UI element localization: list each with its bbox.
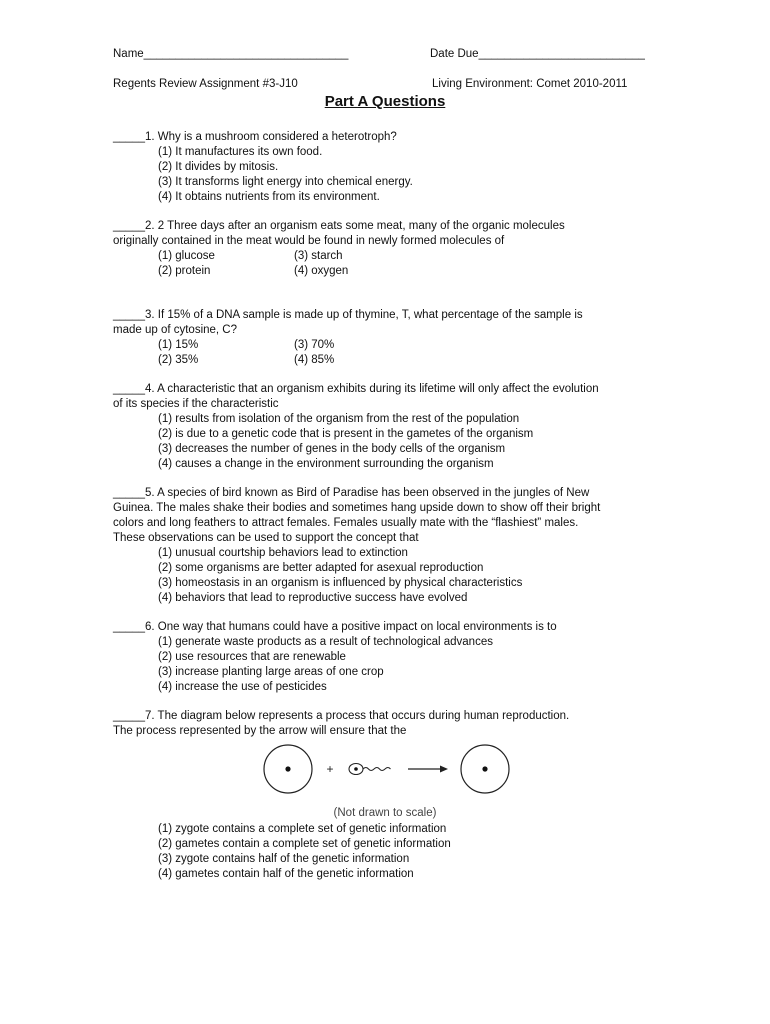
diagram-caption: (Not drawn to scale): [333, 807, 437, 819]
question-stem: colors and long feathers to attract females. Females usually mate with the “flashiest” males.: [113, 517, 579, 529]
answer-choice: (4) It obtains nutrients from its environment.: [158, 191, 380, 203]
answer-choice: (3) starch: [294, 250, 343, 262]
sperm-head: [349, 764, 363, 775]
answer-choice: (2) protein: [158, 265, 211, 277]
answer-choice: (3) zygote contains half of the genetic information: [158, 853, 410, 865]
zygote-cell: [461, 745, 509, 793]
answer-choice: (3) 70%: [294, 339, 335, 351]
answer-choice: (2) It divides by mitosis.: [158, 161, 279, 173]
question-stem: _____7. The diagram below represents a process that occurs during human reproduction.: [113, 710, 570, 722]
question-stem: These observations can be used to support the concept that: [113, 532, 419, 544]
sperm-tail: [363, 768, 391, 771]
answer-choice: (2) some organisms are better adapted for asexual reproduction: [158, 562, 484, 574]
answer-choice: (1) generate waste products as a result of technological advances: [158, 636, 493, 648]
assignment-label: Regents Review Assignment #3-J10: [113, 78, 298, 90]
answer-choice: (3) It transforms light energy into chemical energy.: [158, 176, 413, 188]
egg-cell: [264, 745, 312, 793]
question-stem: made up of cytosine, C?: [113, 324, 238, 336]
page-title: Part A Questions: [324, 93, 446, 110]
answer-choice: (1) It manufactures its own food.: [158, 146, 323, 158]
answer-choice: (4) causes a change in the environment surrounding the organism: [158, 458, 494, 470]
question-stem: _____2. 2 Three days after an organism eats some meat, many of the organic molecules: [113, 220, 565, 232]
arrow-head: [440, 766, 448, 773]
question-stem: The process represented by the arrow will ensure that the: [113, 725, 407, 737]
answer-choice: (4) 85%: [294, 354, 335, 366]
date-due-field-label: Date Due__________________________: [430, 48, 645, 60]
question-stem: _____6. One way that humans could have a positive impact on local environments is to: [113, 621, 557, 633]
sperm-nucleus: [354, 767, 358, 771]
answer-choice: (1) glucose: [158, 250, 215, 262]
question-stem: _____4. A characteristic that an organism exhibits during its lifetime will only affect the evolution: [113, 383, 599, 395]
answer-choice: (1) zygote contains a complete set of genetic information: [158, 823, 447, 835]
question-stem: _____3. If 15% of a DNA sample is made up of thymine, T, what percentage of the sample is: [113, 309, 583, 321]
answer-choice: (2) gametes contain a complete set of genetic information: [158, 838, 451, 850]
answer-choice: (3) homeostasis in an organism is influenced by physical characteristics: [158, 577, 523, 589]
plus-sign: +: [326, 762, 334, 776]
answer-choice: (4) behaviors that lead to reproductive success have evolved: [158, 592, 468, 604]
egg-nucleus: [285, 766, 290, 771]
answer-choice: (1) 15%: [158, 339, 199, 351]
answer-choice: (3) decreases the number of genes in the body cells of the organism: [158, 443, 506, 455]
answer-choice: (2) 35%: [158, 354, 199, 366]
answer-choice: (4) increase the use of pesticides: [158, 681, 327, 693]
question-stem: of its species if the characteristic: [113, 398, 279, 410]
question-stem: _____1. Why is a mushroom considered a heterotroph?: [113, 131, 397, 143]
zygote-nucleus: [482, 766, 487, 771]
answer-choice: (1) unusual courtship behaviors lead to extinction: [158, 547, 408, 559]
question-stem: _____5. A species of bird known as Bird of Paradise has been observed in the jungles of New: [113, 487, 590, 499]
answer-choice: (4) oxygen: [294, 265, 349, 277]
question-stem: originally contained in the meat would be found in newly formed molecules of: [113, 235, 505, 247]
course-label: Living Environment: Comet 2010-2011: [432, 78, 628, 90]
answer-choice: (3) increase planting large areas of one crop: [158, 666, 384, 678]
name-field-label: Name________________________________: [113, 48, 349, 60]
answer-choice: (4) gametes contain half of the genetic information: [158, 868, 414, 880]
answer-choice: (1) results from isolation of the organism from the rest of the population: [158, 413, 520, 425]
question-stem: Guinea. The males shake their bodies and sometimes hang upside down to show off their bright: [113, 502, 601, 514]
answer-choice: (2) use resources that are renewable: [158, 651, 346, 663]
answer-choice: (2) is due to a genetic code that is present in the gametes of the organism: [158, 428, 534, 440]
